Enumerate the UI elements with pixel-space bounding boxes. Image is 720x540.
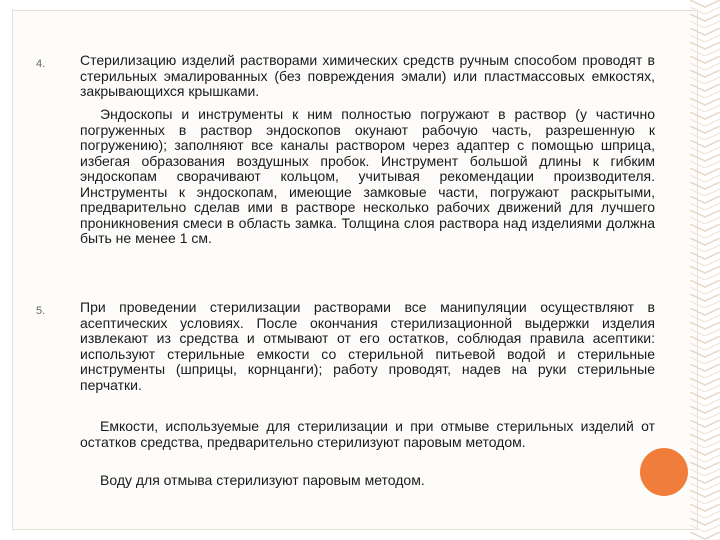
item-paragraph: При проведении стерилизации растворами все манипуляции осуществляют в асептических условиях. После окончания стерилизационной выдержки изделия извлекают из средства и отмывают от его остатков, соблюдая правила асептики: используют стерильные емкости со стерильной питьевой водой и стерильные инструменты (шприцы, корнцанги); работу проводят, надев на руки стерильные перчатки.: [80, 299, 655, 393]
item-number: 4.: [36, 58, 46, 70]
item-paragraph: Емкости, используемые для стерилизации и при отмыве стерильных изделий от остатков средства, предварительно стерилизуют паровым методом.: [80, 418, 655, 450]
item-paragraph: Эндоскопы и инструменты к ним полностью погружают в раствор (у частично погруженных в раствор эндоскопов окунают рабочую часть, разрешенную к погружению); заполняют все каналы раствором через адаптер с помощью шприца, избегая образования воздушных пробок. Инструмент большой длины к гибким эндоскопам сворачивают кольцом, учитывая рекомендации производителя. Инструменты к эндоскопам, имеющие замковые части, погружают раскрытыми, предварительно сделав ими в растворе несколько рабочих движений для лучшего проникновения смеси в область замка. Толщина слоя раствора над изделиями должна быть не менее 1 см.: [80, 106, 655, 246]
decorative-rail: [690, 0, 720, 540]
item-paragraph: Воду для отмыва стерилизуют паровым методом.: [100, 472, 425, 488]
item-paragraph: Стерилизацию изделий растворами химических средств ручным способом проводят в стерильных эмалированных (без повреждения эмали) или пластмассовых емкостях, закрывающихся крышками.: [80, 52, 655, 99]
zigzag-pattern: [690, 0, 720, 540]
item-number: 5.: [36, 305, 46, 317]
accent-circle: [640, 448, 688, 496]
